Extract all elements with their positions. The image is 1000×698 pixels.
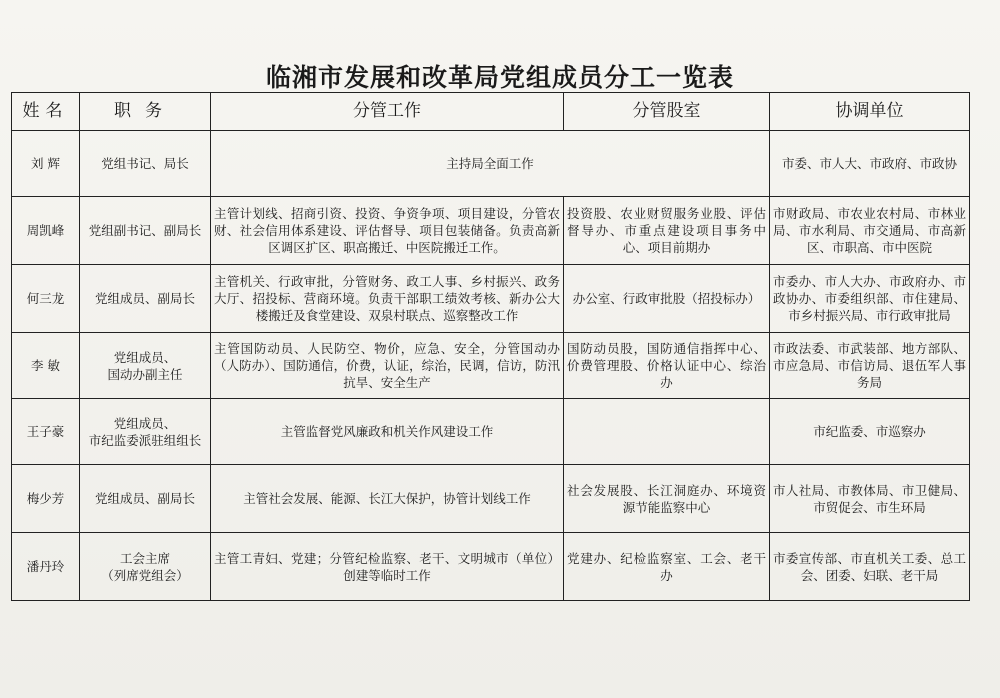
cell-post: 党组书记、局长 [80,131,211,197]
header-name: 姓名 [12,93,80,131]
cell-post: 党组成员、副局长 [80,465,211,533]
header-coop: 协调单位 [770,93,970,131]
cell-work: 主管工青妇、党建；分管纪检监察、老干、文明城市（单位）创建等临时工作 [211,533,564,601]
cell-name: 周凯峰 [12,197,80,265]
cell-coop: 市人社局、市教体局、市卫健局、市贸促会、市生环局 [770,465,970,533]
table-row [12,533,970,601]
document-title: 临湘市发展和改革局党组成员分工一览表 [265,63,734,92]
table-row [12,399,970,465]
cell-unit: 办公室、行政审批股（招投标办） [564,265,770,333]
cell-post: 工会主席 （列席党组会） [80,533,211,601]
cell-unit [564,399,770,465]
table-row [12,197,970,265]
header-post: 职务 [80,93,211,131]
table-header-row [12,93,970,131]
cell-coop: 市委宣传部、市直机关工委、总工会、团委、妇联、老干局 [770,533,970,601]
cell-post: 党组成员、副局长 [80,265,211,333]
header-work: 分管工作 [211,93,564,131]
cell-post: 党组成员、 国动办副主任 [80,333,211,399]
cell-coop: 市财政局、市农业农村局、市林业局、市水利局、市交通局、市高新区、市职高、市中医院 [770,197,970,265]
table-row [12,131,970,197]
cell-work: 主管社会发展、能源、长江大保护，协管计划线工作 [211,465,564,533]
table-row [12,265,970,333]
cell-name: 潘丹玲 [12,533,80,601]
cell-work: 主持局全面工作 [211,131,770,197]
cell-unit: 社会发展股、长江洞庭办、环境资源节能监察中心 [564,465,770,533]
cell-name: 梅少芳 [12,465,80,533]
cell-name: 李 敏 [12,333,80,399]
cell-work: 主管机关、行政审批，分管财务、政工人事、乡村振兴、政务大厅、招投标、营商环境。负责干部职工绩效考核、新办公大楼搬迁及食堂建设、双泉村联点、巡察整改工作 [211,265,564,333]
cell-post: 党组副书记、副局长 [80,197,211,265]
cell-unit: 党建办、纪检监察室、工会、老干办 [564,533,770,601]
cell-coop: 市政法委、市武装部、地方部队、市应急局、市信访局、退伍军人事务局 [770,333,970,399]
cell-coop: 市纪监委、市巡察办 [770,399,970,465]
cell-coop: 市委办、市人大办、市政府办、市政协办、市委组织部、市住建局、市乡村振兴局、市行政审批局 [770,265,970,333]
cell-work: 主管国防动员、人民防空、物价，应急、安全，分管国动办（人防办）、国防通信，价费，认证，综治，民调，信访，防汛抗旱、安全生产 [211,333,564,399]
table-row [12,333,970,399]
cell-name: 王子豪 [12,399,80,465]
cell-coop: 市委、市人大、市政府、市政协 [770,131,970,197]
cell-unit: 投资股、农业财贸服务业股、评估督导办、市重点建设项目事务中心、项目前期办 [564,197,770,265]
table-row [12,465,970,533]
cell-work: 主管监督党风廉政和机关作风建设工作 [211,399,564,465]
cell-unit: 国防动员股，国防通信指挥中心、价费管理股、价格认证中心、综治办 [564,333,770,399]
cell-post: 党组成员、 市纪监委派驻组组长 [80,399,211,465]
assignment-table [11,92,970,601]
cell-name: 刘 辉 [12,131,80,197]
header-unit: 分管股室 [564,93,770,131]
cell-work: 主管计划线、招商引资、投资、争资争项、项目建设，分管农财、社会信用体系建设、评估督导、项目包装储备。负责高新区调区扩区、职高搬迁、中医院搬迁工作。 [211,197,564,265]
cell-name: 何三龙 [12,265,80,333]
